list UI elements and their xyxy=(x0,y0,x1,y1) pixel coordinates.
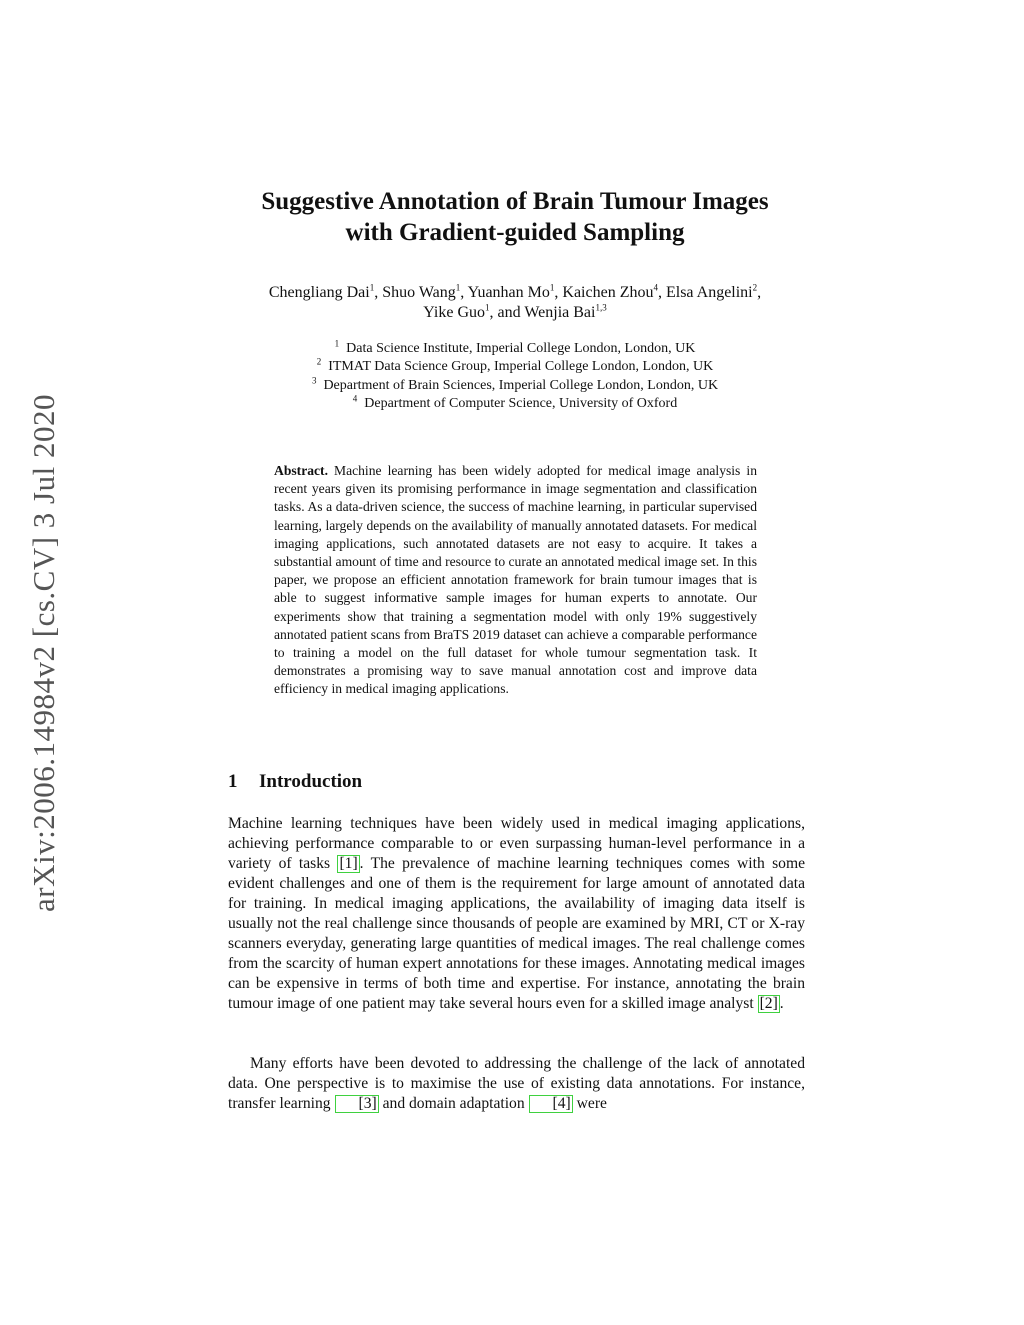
arxiv-identifier: arXiv:2006.14984v2 [cs.CV] 3 Jul 2020 xyxy=(26,394,61,912)
citation-link-1[interactable]: [1] xyxy=(339,855,358,872)
affiliation-3 xyxy=(200,374,830,395)
paragraph-text: were xyxy=(572,1095,607,1112)
affil-text: ITMAT Data Science Group, Imperial College London, London, UK xyxy=(328,359,714,375)
author-name: Kaichen Zhou xyxy=(562,284,654,301)
author-name: Shuo Wang xyxy=(382,284,456,301)
abstract-text: Machine learning has been widely adopted for medical image analysis in recent years given its promising performance in image segmentation and classification tasks. As a data-driven science, the success of machine learning, in particular supervised learning, largely depends on the availability of manually annotated datasets. For medical imaging applications, such annotated datasets are not easy to acquire. It takes a substantial amount of time and resource to curate an annotated medical image set. In this paper, we propose an efficient annotation framework for brain tumour images that is able to suggest informative sample images for human experts to annotate. Our experiments show that training a segmentation model with only 19% suggestively annotated patient scans from BraTS 2019 dataset can achieve a comparable performance to training a model on the full dataset for whole tumour segmentation task. It demonstrates a promising way to save manual annotation cost and improve data efficiency in medical imaging applications. xyxy=(274,463,757,697)
author-name: Yuanhan Mo xyxy=(467,284,550,301)
paragraph-text: and domain adaptation xyxy=(378,1095,529,1112)
author-sep: , xyxy=(554,284,563,301)
affil-mark: 4 xyxy=(352,393,358,404)
paragraph-text: . The prevalence of machine learning techniques comes with some evident challenges and one of them is the requirement for large amount of annotated data for training. In medical imaging applications, the availability of imaging data itself is usually not the real challenge since thousands of people are examined by MRI, CT or X-ray scanners everyday, generating large quantities of medical images. The real challenge comes from the scarcity of human expert annotations for these images. Annotating medical images can be expensive in terms of both time and expertise. For instance, annotating the brain tumour image of one patient may take several hours even for a skilled image analyst xyxy=(228,855,806,1012)
author-affil-mark: 1 xyxy=(485,302,490,313)
author-affil-mark: 1 xyxy=(549,282,555,293)
author-name: Chengliang Dai xyxy=(268,284,370,301)
author-name: Yike Guo xyxy=(423,304,486,321)
author-sep: , xyxy=(460,284,468,301)
section-title: Introduction xyxy=(259,771,363,792)
affiliation-1 xyxy=(200,340,830,358)
author-affil-mark: 4 xyxy=(653,282,658,293)
title-line-1: Suggestive Annotation of Brain Tumour Images xyxy=(261,188,769,215)
citation-link-2[interactable]: [2] xyxy=(759,995,778,1012)
section-number: 1 xyxy=(228,771,238,792)
author-list xyxy=(200,283,830,323)
affil-text: Department of Computer Science, University of Oxford xyxy=(364,395,678,411)
author-line-2 xyxy=(200,303,830,323)
author-name: Elsa Angelini xyxy=(665,284,753,301)
author-affil-mark: 1 xyxy=(455,282,461,293)
affiliation-4 xyxy=(200,395,830,413)
author-affil-mark: 2 xyxy=(752,282,758,293)
paragraph-text: Many efforts have been devoted to addressing the challenge of the lack of annotated data. One perspective is to maximise the use of existing data annotations. For instance, transfer learning xyxy=(228,1055,805,1112)
author-affil-mark: 1,3 xyxy=(595,302,607,313)
section-heading xyxy=(228,770,362,794)
abstract xyxy=(274,462,757,699)
author-affil-mark: 1 xyxy=(369,282,375,293)
affil-text: Data Science Institute, Imperial College London, London, UK xyxy=(346,341,696,356)
author-sep: , xyxy=(657,284,666,301)
paragraph-text: . xyxy=(779,995,784,1012)
affil-mark: 3 xyxy=(311,374,317,385)
author-name: Wenjia Bai xyxy=(524,304,596,321)
author-sep: , xyxy=(757,284,762,301)
affil-mark: 2 xyxy=(316,356,322,367)
citation-link-4[interactable]: [4] xyxy=(529,1095,573,1113)
affil-mark: 1 xyxy=(334,338,340,349)
affiliation-2 xyxy=(200,358,830,376)
author-sep: , xyxy=(374,284,383,301)
author-sep: , and xyxy=(489,304,525,321)
affiliation-list xyxy=(200,340,830,413)
author-line-1 xyxy=(200,283,830,303)
paper-title xyxy=(200,186,830,248)
intro-paragraph-1 xyxy=(228,814,805,1014)
title-line-2: with Gradient-guided Sampling xyxy=(345,219,685,246)
abstract-label: Abstract. xyxy=(274,463,328,478)
affil-text: Department of Brain Sciences, Imperial College London, London, UK xyxy=(323,377,719,393)
paragraph-text: Machine learning techniques have been widely used in medical imaging applications, achieving performance comparable to or even surpassing human-level performance in a variety of tasks xyxy=(228,815,805,872)
citation-link-3[interactable]: [3] xyxy=(335,1095,379,1113)
intro-paragraph-2 xyxy=(228,1054,805,1114)
